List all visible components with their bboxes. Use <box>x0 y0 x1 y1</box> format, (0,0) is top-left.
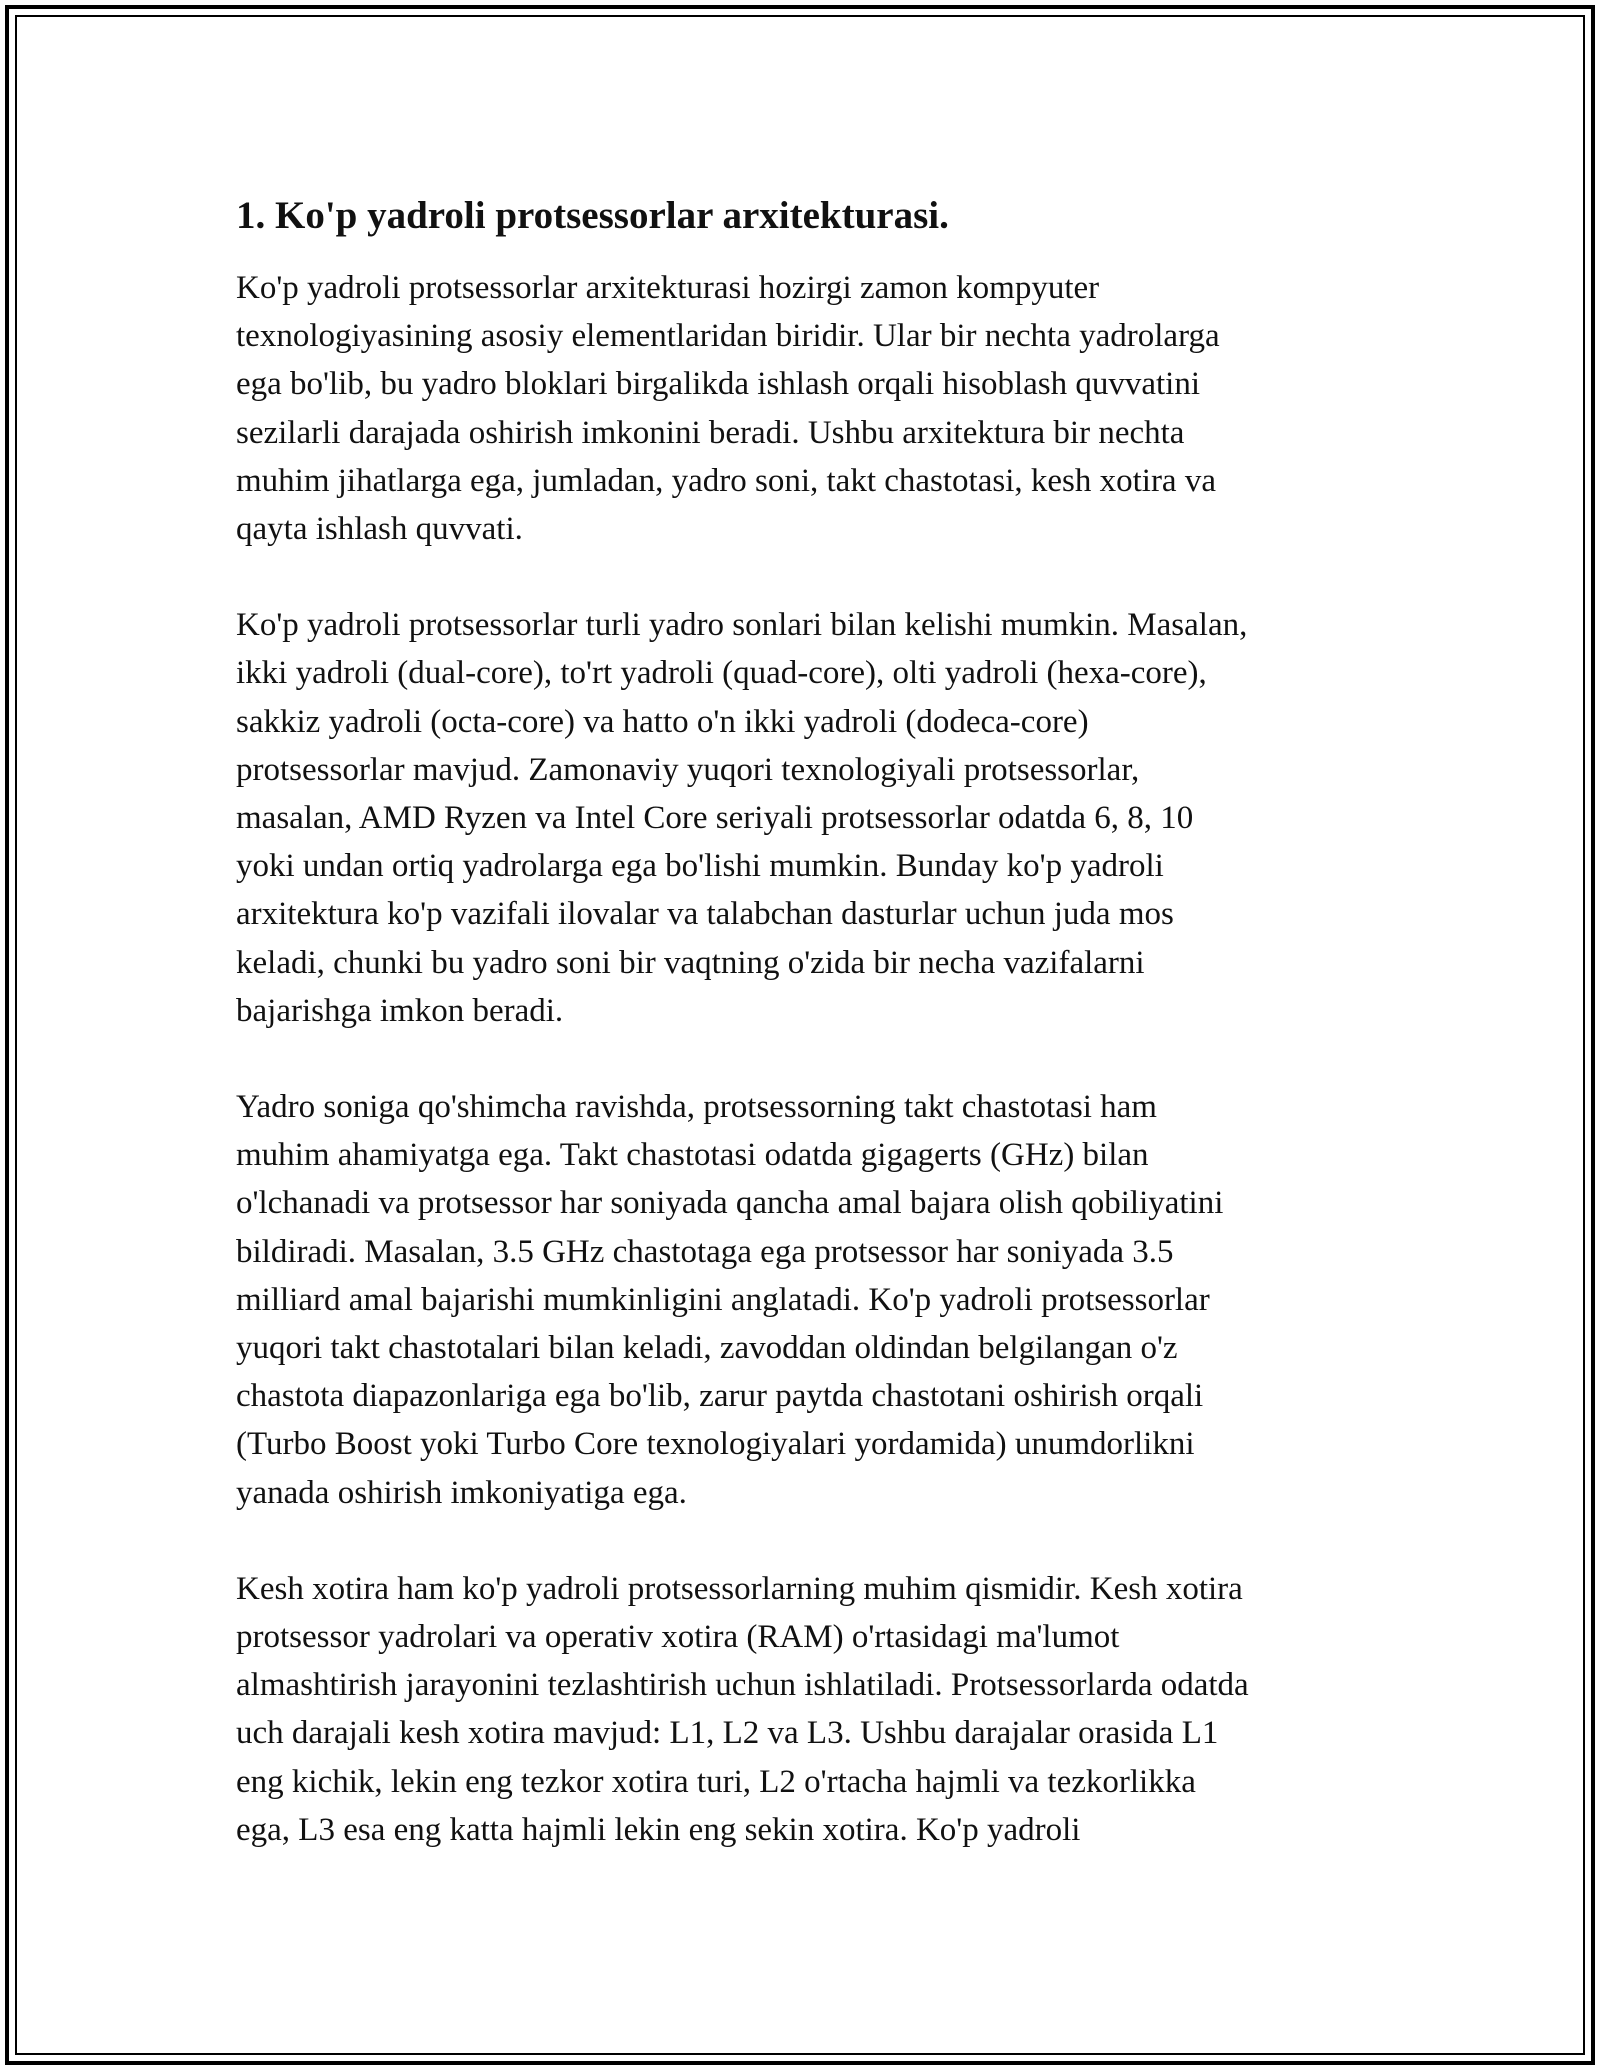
paragraph-line: arxitektura ko'p vazifali ilovalar va talabchan dasturlar uchun juda mos <box>236 896 1174 933</box>
paragraph-line: sakkiz yadroli (octa-core) va hatto o'n ikki yadroli (dodeca-core) <box>236 703 1089 740</box>
paragraph-line: yanada oshirish imkoniyatiga ega. <box>236 1474 687 1511</box>
section-heading: 1. Ko'p yadroli protsessorlar arxitekturasi. <box>236 194 949 237</box>
paragraph-line: ega bo'lib, bu yadro bloklari birgalikda ishlash orqali hisoblash quvvatini <box>236 366 1201 403</box>
paragraph-line: Ko'p yadroli protsessorlar turli yadro sonlari bilan kelishi mumkin. Masalan, <box>236 607 1248 644</box>
paragraph-line: protsessor yadrolari va operativ xotira (RAM) o'rtasidagi ma'lumot <box>236 1619 1120 1656</box>
paragraph-line: Kesh xotira ham ko'p yadroli protsessorlarning muhim qismidir. Kesh xotira <box>236 1570 1243 1607</box>
paragraph-line: milliard amal bajarishi mumkinligini anglatadi. Ko'p yadroli protsessorlar <box>236 1281 1210 1318</box>
paragraph-line: yuqori takt chastotalari bilan keladi, zavoddan oldindan belgilangan o'z <box>236 1330 1178 1367</box>
paragraph-line: almashtirish jarayonini tezlashtirish uchun ishlatiladi. Protsessorlarda odatda <box>236 1667 1249 1704</box>
paragraph-line: eng kichik, lekin eng tezkor xotira turi, L2 o'rtacha hajmli va tezkorlikka <box>236 1763 1196 1800</box>
paragraph-line: ega, L3 esa eng katta hajmli lekin eng sekin xotira. Ko'p yadroli <box>236 1811 1081 1848</box>
paragraph-1 <box>236 264 1386 553</box>
paragraph-line: protsessorlar mavjud. Zamonaviy yuqori texnologiyali protsessorlar, <box>236 751 1140 788</box>
paragraph-line: ikki yadroli (dual-core), to'rt yadroli (quad-core), olti yadroli (hexa-core), <box>236 655 1207 692</box>
paragraph-line: (Turbo Boost yoki Turbo Core texnologiyalari yordamida) unumdorlikni <box>236 1426 1195 1463</box>
paragraph-line: chastota diapazonlariga ega bo'lib, zarur paytda chastotani oshirish orqali <box>236 1378 1204 1415</box>
paragraph-line: muhim ahamiyatga ega. Takt chastotasi odatda gigagerts (GHz) bilan <box>236 1137 1149 1174</box>
paragraph-line: sezilarli darajada oshirish imkonini beradi. Ushbu arxitektura bir nechta <box>236 414 1185 451</box>
paragraph-line: uch darajali kesh xotira mavjud: L1, L2 va L3. Ushbu darajalar orasida L1 <box>236 1715 1219 1752</box>
paragraph-line: qayta ishlash quvvati. <box>236 511 523 548</box>
paragraph-line: yoki undan ortiq yadrolarga ega bo'lishi mumkin. Bunday ko'p yadroli <box>236 848 1164 885</box>
paragraph-line: bildiradi. Masalan, 3.5 GHz chastotaga ega protsessor har soniyada 3.5 <box>236 1233 1174 1270</box>
paragraph-4 <box>236 1565 1386 1854</box>
paragraph-line: Yadro soniga qo'shimcha ravishda, protsessorning takt chastotasi ham <box>236 1089 1157 1126</box>
paragraph-3 <box>236 1083 1386 1517</box>
paragraph-2 <box>236 601 1386 1035</box>
paragraph-line: keladi, chunki bu yadro soni bir vaqtning o'zida bir necha vazifalarni <box>236 944 1145 981</box>
paragraph-line: muhim jihatlarga ega, jumladan, yadro soni, takt chastotasi, kesh xotira va <box>236 462 1216 499</box>
paragraph-line: texnologiyasining asosiy elementlaridan biridir. Ular bir nechta yadrolarga <box>236 318 1220 355</box>
paragraph-line: o'lchanadi va protsessor har soniyada qancha amal bajara olish qobiliyatini <box>236 1185 1224 1222</box>
paragraph-line: Ko'p yadroli protsessorlar arxitekturasi hozirgi zamon kompyuter <box>236 270 1100 306</box>
paragraph-line: bajarishga imkon beradi. <box>236 992 564 1029</box>
document-body <box>236 190 1386 1902</box>
paragraph-line: masalan, AMD Ryzen va Intel Core seriyali protsessorlar odatda 6, 8, 10 <box>236 800 1194 837</box>
